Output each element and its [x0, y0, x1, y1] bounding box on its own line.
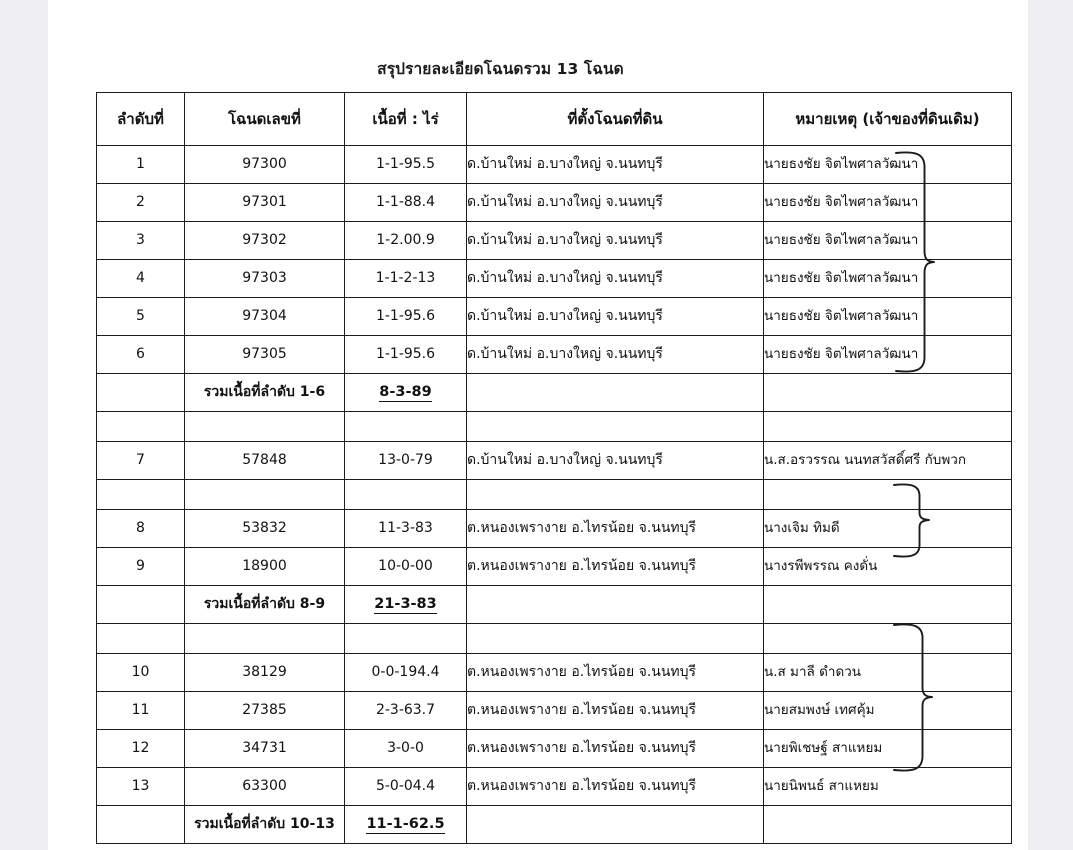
cell-deed: 97305 [185, 336, 345, 374]
cell-area: 1-1-2-13 [345, 260, 467, 298]
note-text: นายธงชัย จิตไพศาลวัฒนา [764, 270, 919, 287]
note-text: นายสมพงษ์ เทศคุ้ม [764, 702, 875, 719]
cell-location: ต.หนองเพรางาย อ.ไทรน้อย จ.นนทบุรี [467, 768, 764, 806]
cell-no: 11 [97, 692, 185, 730]
cell-deed: 97300 [185, 146, 345, 184]
cell-no: 4 [97, 260, 185, 298]
cell-note [764, 146, 1012, 184]
subtotal-value-text: 11-1-62.5 [366, 815, 445, 832]
cell-area: 3-0-0 [345, 730, 467, 768]
column-header-deed-number: โฉนดเลขที่ [185, 93, 345, 146]
cell-area: 0-0-194.4 [345, 654, 467, 692]
subtotal-value [345, 806, 467, 844]
cell-location: ด.บ้านใหม่ อ.บางใหญ่ จ.นนทบุรี [467, 298, 764, 336]
cell-area: 1-2.00.9 [345, 222, 467, 260]
table-row [97, 768, 1012, 806]
cell-no: 13 [97, 768, 185, 806]
cell-deed: 18900 [185, 548, 345, 586]
cell-area: 11-3-83 [345, 510, 467, 548]
spacer-cell [97, 480, 185, 510]
table-row [97, 442, 1012, 480]
table-row [97, 730, 1012, 768]
cell-area: 2-3-63.7 [345, 692, 467, 730]
note-text: นายธงชัย จิตไพศาลวัฒนา [764, 194, 919, 211]
spacer-row [97, 480, 1012, 510]
subtotal-value-text: 21-3-83 [374, 595, 437, 612]
note-text: นางรพีพรรณ คงดั่น [764, 558, 878, 575]
subtotal-note-spacer [764, 374, 1012, 412]
spacer-row [97, 412, 1012, 442]
subtotal-location-spacer [467, 806, 764, 844]
subtotal-value [345, 586, 467, 624]
spacer-cell [185, 480, 345, 510]
cell-no: 5 [97, 298, 185, 336]
table-row [97, 222, 1012, 260]
cell-deed: 97303 [185, 260, 345, 298]
spacer-cell [97, 624, 185, 654]
spacer-row [97, 624, 1012, 654]
subtotal-label: รวมเนื้อที่ลำดับ 8-9 [185, 586, 345, 624]
table-row [97, 184, 1012, 222]
deed-table-container [96, 92, 1011, 844]
column-header-no: ลำดับที่ [97, 93, 185, 146]
cell-note [764, 184, 1012, 222]
subtotal-location-spacer [467, 374, 764, 412]
cell-note [764, 260, 1012, 298]
cell-note [764, 336, 1012, 374]
cell-location: ด.บ้านใหม่ อ.บางใหญ่ จ.นนทบุรี [467, 146, 764, 184]
subtotal-note-spacer [764, 586, 1012, 624]
note-text: นายธงชัย จิตไพศาลวัฒนา [764, 346, 919, 363]
cell-no: 8 [97, 510, 185, 548]
subtotal-label: รวมเนื้อที่ลำดับ 10-13 [185, 806, 345, 844]
spacer-cell [467, 480, 764, 510]
cell-note [764, 442, 1012, 480]
subtotal-no-spacer [97, 374, 185, 412]
page-title: สรุปรายละเอียดโฉนดรวม 13 โฉนด [377, 60, 624, 78]
table-row [97, 260, 1012, 298]
note-text: นายธงชัย จิตไพศาลวัฒนา [764, 308, 919, 325]
cell-area: 10-0-00 [345, 548, 467, 586]
cell-deed: 27385 [185, 692, 345, 730]
cell-no: 6 [97, 336, 185, 374]
subtotal-row [97, 586, 1012, 624]
cell-area: 5-0-04.4 [345, 768, 467, 806]
table-header-row [97, 93, 1012, 146]
spacer-cell [345, 412, 467, 442]
cell-deed: 97302 [185, 222, 345, 260]
cell-area: 1-1-95.5 [345, 146, 467, 184]
note-text: น.ส.อรวรรณ นนทสวัสดิ์ศรี กับพวก [764, 452, 966, 469]
cell-note [764, 222, 1012, 260]
spacer-cell [97, 412, 185, 442]
table-row [97, 510, 1012, 548]
cell-area: 1-1-95.6 [345, 298, 467, 336]
note-text: นายนิพนธ์ สาแหยม [764, 778, 879, 795]
spacer-cell [764, 412, 1012, 442]
cell-deed: 57848 [185, 442, 345, 480]
cell-location: ด.บ้านใหม่ อ.บางใหญ่ จ.นนทบุรี [467, 184, 764, 222]
cell-location: ด.บ้านใหม่ อ.บางใหญ่ จ.นนทบุรี [467, 260, 764, 298]
cell-deed: 97304 [185, 298, 345, 336]
spacer-cell [764, 480, 1012, 510]
subtotal-no-spacer [97, 806, 185, 844]
spacer-cell [185, 412, 345, 442]
cell-deed: 63300 [185, 768, 345, 806]
spacer-cell [764, 624, 1012, 654]
cell-location: ต.หนองเพรางาย อ.ไทรน้อย จ.นนทบุรี [467, 510, 764, 548]
cell-location: ด.บ้านใหม่ อ.บางใหญ่ จ.นนทบุรี [467, 336, 764, 374]
cell-no: 7 [97, 442, 185, 480]
cell-note [764, 510, 1012, 548]
cell-area: 13-0-79 [345, 442, 467, 480]
cell-no: 2 [97, 184, 185, 222]
spacer-cell [345, 480, 467, 510]
cell-location: ต.หนองเพรางาย อ.ไทรน้อย จ.นนทบุรี [467, 730, 764, 768]
spacer-cell [467, 412, 764, 442]
note-text: นางเจิม ทิมดี [764, 520, 840, 537]
cell-no: 1 [97, 146, 185, 184]
subtotal-value-text: 8-3-89 [379, 383, 432, 400]
table-row [97, 298, 1012, 336]
cell-location: ต.หนองเพรางาย อ.ไทรน้อย จ.นนทบุรี [467, 654, 764, 692]
cell-no: 9 [97, 548, 185, 586]
subtotal-location-spacer [467, 586, 764, 624]
cell-note [764, 768, 1012, 806]
cell-note [764, 692, 1012, 730]
cell-location: ด.บ้านใหม่ อ.บางใหญ่ จ.นนทบุรี [467, 222, 764, 260]
table-row [97, 336, 1012, 374]
spacer-cell [345, 624, 467, 654]
table-row [97, 146, 1012, 184]
note-text: น.ส มาลี ดำดวน [764, 664, 862, 681]
subtotal-row [97, 806, 1012, 844]
table-row [97, 654, 1012, 692]
cell-location: ต.หนองเพรางาย อ.ไทรน้อย จ.นนทบุรี [467, 548, 764, 586]
deed-summary-table [96, 92, 1012, 844]
cell-note [764, 654, 1012, 692]
subtotal-label: รวมเนื้อที่ลำดับ 1-6 [185, 374, 345, 412]
cell-area: 1-1-95.6 [345, 336, 467, 374]
cell-note [764, 548, 1012, 586]
cell-deed: 97301 [185, 184, 345, 222]
subtotal-note-spacer [764, 806, 1012, 844]
note-text: นายธงชัย จิตไพศาลวัฒนา [764, 232, 919, 249]
column-header-area: เนื้อที่ : ไร่ [345, 93, 467, 146]
note-text: นายธงชัย จิตไพศาลวัฒนา [764, 156, 919, 173]
cell-note [764, 730, 1012, 768]
document-page [48, 0, 1028, 850]
column-header-location: ที่ตั้งโฉนดที่ดิน [467, 93, 764, 146]
cell-area: 1-1-88.4 [345, 184, 467, 222]
note-text: นายพิเชษฐ์ สาแหยม [764, 740, 883, 757]
cell-deed: 34731 [185, 730, 345, 768]
spacer-cell [185, 624, 345, 654]
cell-deed: 53832 [185, 510, 345, 548]
spacer-cell [467, 624, 764, 654]
subtotal-no-spacer [97, 586, 185, 624]
column-header-note: หมายเหตุ (เจ้าของที่ดินเดิม) [764, 93, 1012, 146]
cell-note [764, 298, 1012, 336]
cell-no: 10 [97, 654, 185, 692]
subtotal-row [97, 374, 1012, 412]
cell-location: ต.หนองเพรางาย อ.ไทรน้อย จ.นนทบุรี [467, 692, 764, 730]
cell-deed: 38129 [185, 654, 345, 692]
cell-no: 3 [97, 222, 185, 260]
subtotal-value [345, 374, 467, 412]
cell-no: 12 [97, 730, 185, 768]
table-row [97, 548, 1012, 586]
cell-location: ด.บ้านใหม่ อ.บางใหญ่ จ.นนทบุรี [467, 442, 764, 480]
table-row [97, 692, 1012, 730]
